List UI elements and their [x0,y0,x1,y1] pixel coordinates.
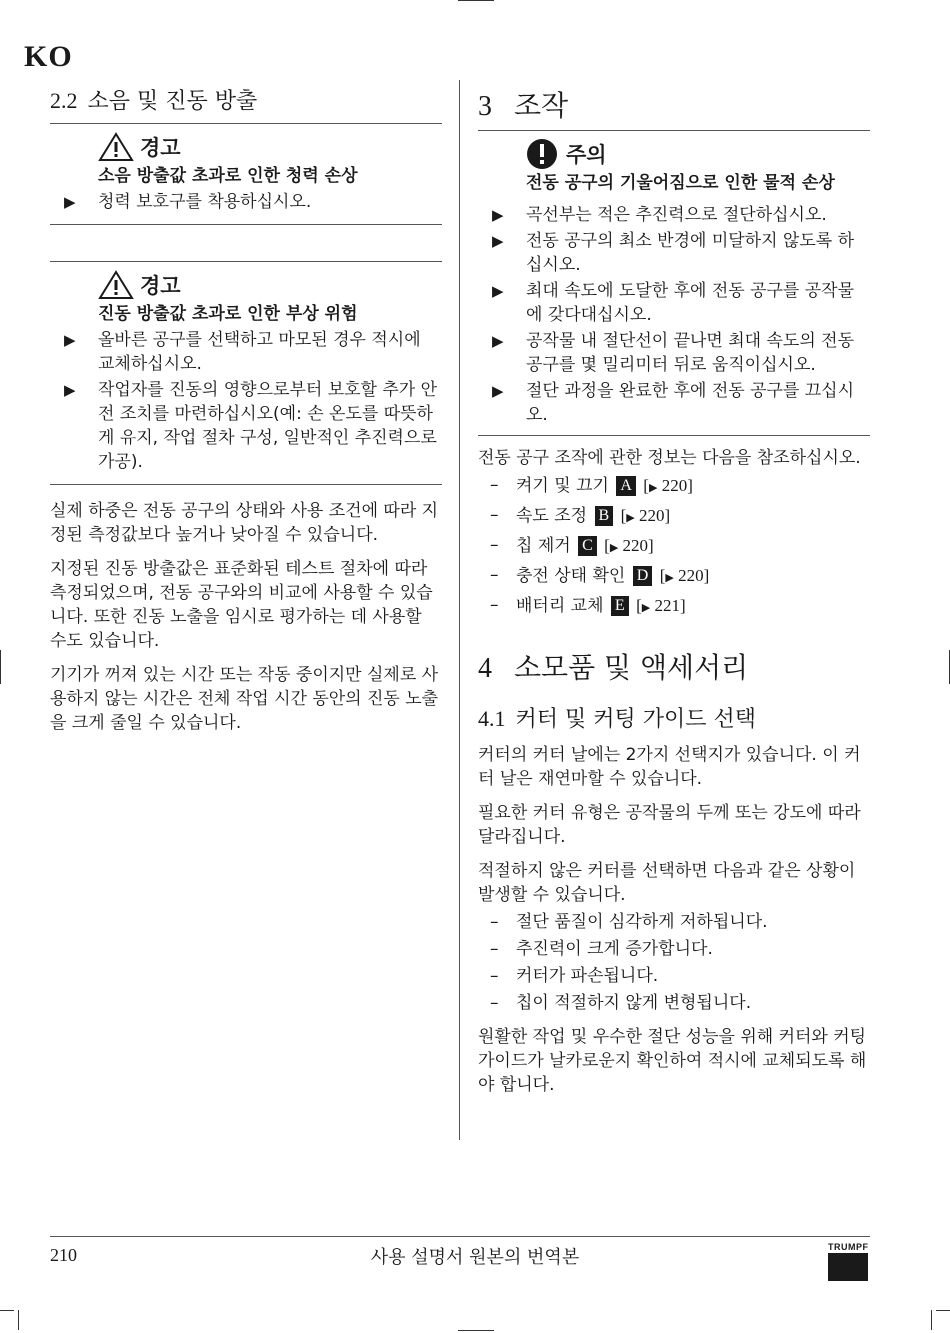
caution-signal [526,137,870,171]
warning-signal-word: 경고 [140,274,181,298]
column-divider [459,80,460,1140]
arrow-right-icon: ▶ [648,482,658,494]
chapter-number: 3 [478,91,492,122]
page-number: 210 [50,1245,77,1265]
footer-rule [50,1236,870,1237]
section-title: 소음 및 진동 방출 [87,89,258,114]
warning-signal-word: 경고 [140,136,181,160]
bullet-triangle-icon: ▶ [492,382,504,400]
page-reference-link[interactable]: [▶ 220] [659,566,710,585]
paragraph: 필요한 커터 유형은 공작물의 두께 또는 강도에 따라 달라집니다. [478,803,861,847]
warning-bullet: ▶ 청력 보호구를 착용하십시오. [64,192,312,212]
warning-box-vibration [50,261,442,485]
paragraph: 적절하지 않은 커터를 선택하면 다음과 같은 상황이 발생할 수 있습니다. [478,861,856,905]
figure-tag: D [633,566,653,586]
reference-item: – 충전 상태 확인 D [▶ 220] [490,565,710,586]
list-item: – 칩이 적절하지 않게 변형됩니다. [490,993,752,1013]
bullet-triangle-icon: ▶ [64,193,76,211]
warning-signal [98,130,442,164]
caution-bullet: ▶ 곡선부는 적은 추진력으로 절단하십시오. [492,205,827,225]
page-reference-link[interactable]: [▶ 220] [643,476,693,495]
bullet-triangle-icon: ▶ [64,331,76,349]
page-reference-link[interactable]: [▶ 221] [636,596,686,615]
bullet-triangle-icon: ▶ [492,332,504,350]
warning-subtitle: 소음 방출값 초과로 인한 청력 손상 [98,166,358,186]
right-column [478,78,870,1107]
left-column [50,78,442,745]
paragraph: 커터의 커터 날에는 2가지 선택지가 있습니다. 이 커터 날은 재연마할 수 있습니다. [478,745,861,789]
reference-item: – 켜기 및 끄기 A [▶ 220] [490,475,693,496]
brand-block-icon [828,1253,868,1281]
reference-item: – 속도 조정 B [▶ 220] [490,505,671,526]
list-item: – 절단 품질이 심각하게 저하됩니다. [490,912,768,932]
section-heading-4-1 [478,698,870,743]
warning-signal [98,268,442,302]
brand-name: TRUMPF [828,1242,869,1252]
list-item: – 추진력이 크게 증가합니다. [490,939,713,959]
paragraph: 전동 공구 조작에 관한 정보는 다음을 참조하십시오. [478,448,861,468]
bullet-triangle-icon: ▶ [64,381,76,399]
caution-bullet: ▶ 최대 속도에 도달한 후에 전동 공구를 공작물에 갖다대십시오. [492,281,855,325]
section-number: 4.1 [478,706,506,731]
warning-subtitle: 진동 방출값 초과로 인한 부상 위험 [98,304,358,324]
page-reference-link[interactable]: [▶ 220] [604,536,654,555]
chapter-heading-4 [478,640,870,692]
warning-box-noise [50,123,442,225]
exclamation-circle-icon [526,138,560,170]
language-code: KO [24,40,73,73]
section-heading-2-2 [50,78,442,123]
caution-bullet: ▶ 절단 과정을 완료한 후에 전동 공구를 끄십시오. [492,381,855,425]
bullet-triangle-icon: ▶ [492,282,504,300]
bullet-triangle-icon: ▶ [492,206,504,224]
brand-logo [828,1242,868,1281]
figure-tag: E [611,596,629,616]
caution-box [478,131,870,436]
list-item: – 커터가 파손됩니다. [490,966,659,986]
paragraph: 지정된 진동 방출값은 표준화된 테스트 절차에 따라 측정되었으며, 전동 공구와의 비교에 사용할 수 있습니다. 또한 진동 노출을 임시로 평가하는 데 사용할 수도 있습니다. [50,559,433,651]
footer-title: 사용 설명서 원본의 번역본 [370,1247,580,1268]
paragraph: 원활한 작업 및 우수한 절단 성능을 위해 커터와 커팅 가이드가 날카로운지 확인하여 적시에 교체되도록 해야 합니다. [478,1027,867,1095]
caution-signal-word: 주의 [566,143,607,167]
section-title: 커터 및 커팅 가이드 선택 [515,707,756,732]
caution-subtitle: 전동 공구의 기울어짐으로 인한 물적 손상 [526,173,835,193]
bullet-triangle-icon: ▶ [492,232,504,250]
chapter-title: 조작 [514,89,569,122]
paragraph: 기기가 꺼져 있는 시간 또는 작동 중이지만 실제로 사용하지 않는 시간은 전체 작업 시간 동안의 진동 노출을 크게 줄일 수 있습니다. [50,665,439,733]
chapter-heading-3 [478,78,870,131]
caution-bullet: ▶ 전동 공구의 최소 반경에 미달하지 않도록 하십시오. [492,231,855,275]
page-reference-link[interactable]: [▶ 220] [620,506,671,525]
caution-bullet: ▶ 공작물 내 절단선이 끝나면 최대 속도의 전동 공구를 몇 밀리미터 뒤로 움직이십시오. [492,331,855,375]
arrow-right-icon: ▶ [626,512,635,524]
reference-item: – 배터리 교체 E [▶ 221] [490,595,686,616]
warning-bullet: ▶ 작업자를 진동의 영향으로부터 보호할 추가 안전 조치를 마련하십시오(예: 손 온도를 따뜻하게 유지, 작업 절차 구성, 일반적인 추진력으로 가공). [64,380,438,472]
chapter-number: 4 [478,653,492,684]
figure-tag: A [616,476,636,496]
section-number: 2.2 [50,88,78,113]
arrow-right-icon: ▶ [665,572,674,584]
reference-item: – 칩 제거 C [▶ 220] [490,535,654,556]
warning-triangle-icon [98,132,134,162]
chapter-title: 소모품 및 액세서리 [514,651,749,684]
warning-bullet: ▶ 올바른 공구를 선택하고 마모된 경우 적시에 교체하십시오. [64,330,421,374]
arrow-right-icon: ▶ [641,602,651,614]
figure-tag: B [595,506,614,526]
warning-triangle-icon [98,270,134,300]
figure-tag: C [578,536,597,556]
arrow-right-icon: ▶ [609,542,619,554]
paragraph: 실제 하중은 전동 공구의 상태와 사용 조건에 따라 지정된 측정값보다 높거나 낮아질 수 있습니다. [50,501,439,545]
